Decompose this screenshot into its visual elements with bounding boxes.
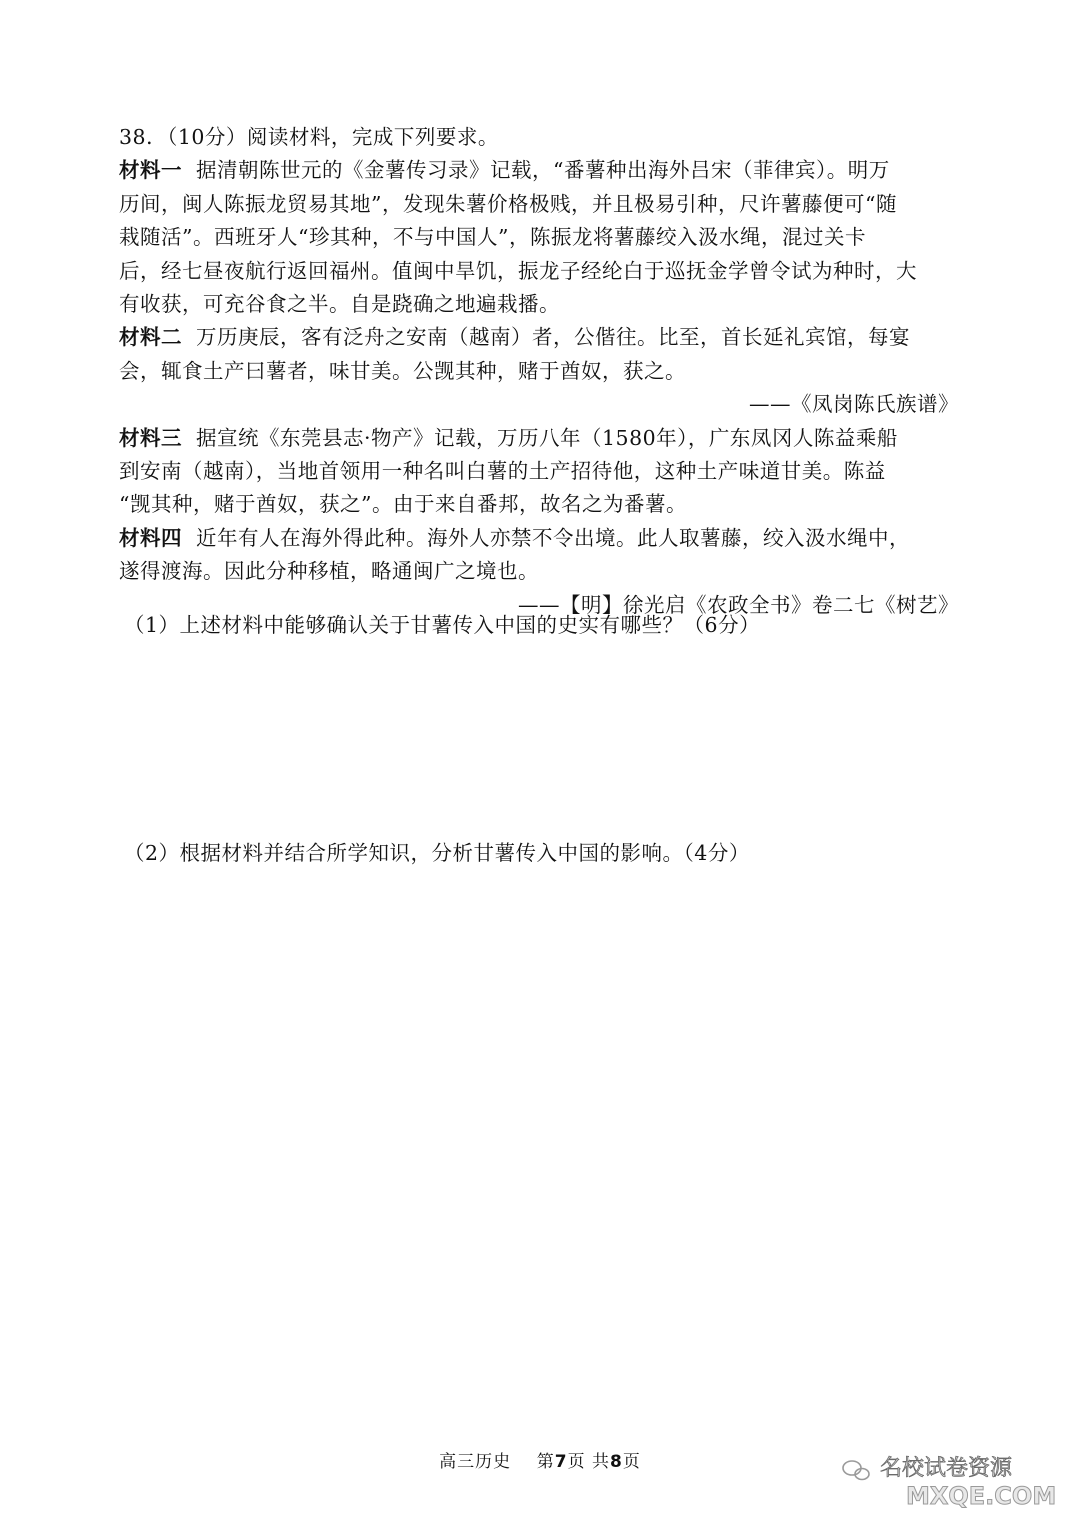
material-source: ——【明】徐光启《农政全书》卷二七《树艺》: [518, 592, 959, 617]
footer-page-mid: 页 共: [567, 1452, 611, 1472]
footer-page-prefix: 第: [536, 1452, 555, 1472]
question-header: 38．（10分）阅读材料，完成下列要求。: [119, 125, 499, 149]
watermark-site: MXQE.COM: [906, 1482, 1057, 1510]
material-1: [119, 154, 959, 321]
material-text: 有收获，可充谷食之半。自是跷确之地遍栽播。: [119, 292, 560, 317]
material-3: [119, 422, 959, 522]
material-text: “觊其种，赌于酋奴，获之”。由于来自番邦，故名之为番薯。: [119, 492, 687, 517]
material-text: 后，经七昼夜航行返回福州。值闽中旱饥，振龙子经纶白于巡抚金学曾令试为种时，大: [119, 258, 917, 283]
footer-page-suffix: 页: [622, 1452, 641, 1472]
material-label: 材料三: [119, 425, 182, 450]
wechat-icon: [843, 1461, 869, 1480]
material-text: 万历庚辰，客有泛舟之安南（越南）者，公偕往。比至，首长延礼宾馆，每宴: [196, 325, 910, 350]
sub-question-1: （1）上述材料中能够确认关于甘薯传入中国的史实有哪些？（6分）: [124, 613, 761, 637]
footer-subject: 高三历史: [439, 1452, 512, 1472]
material-text: 据清朝陈世元的《金薯传习录》记载，“番薯种出海外吕宋（菲律宾）。明万: [196, 158, 890, 183]
material-text: 近年有人在海外得此种。海外人亦禁不令出境。此人取薯藤，绞入汲水绳中，: [196, 525, 910, 550]
material-label: 材料一: [119, 158, 182, 183]
material-text: 到安南（越南），当地首领用一种名叫白薯的土产招待他，这种土产味道甘美。陈益: [119, 459, 886, 484]
material-text: 会，辄食土产曰薯者，味甘美。公觊其种，赌于酋奴，获之。: [119, 358, 686, 383]
watermark: [840, 1430, 1065, 1510]
material-text: 历间，闽人陈振龙贸易其地”，发现朱薯价格极贱，并且极易引种，尺许薯藤便可“随: [119, 191, 897, 216]
material-text: 据宣统《东莞县志·物产》记载，万历八年（1580年），广东凤冈人陈益乘船: [196, 425, 898, 450]
material-2: [119, 321, 959, 421]
material-label: 材料四: [119, 525, 182, 550]
watermark-text: 名校试卷资源: [880, 1456, 1013, 1481]
material-label: 材料二: [119, 325, 182, 350]
material-text: 栽随活”。西班牙人“珍其种，不与中国人”，陈振龙将薯藤绞入汲水绳，混过关卡: [119, 225, 866, 250]
sub-question-2: （2）根据材料并结合所学知识，分析甘薯传入中国的影响。（4分）: [124, 841, 750, 865]
footer-page-total: 8: [610, 1452, 623, 1472]
material-text: 遂得渡海。因此分种移植，略通闽广之境也。: [119, 559, 539, 584]
material-source: ——《凤岗陈氏族谱》: [749, 392, 959, 417]
question-block: [119, 121, 959, 622]
footer-page-current: 7: [554, 1452, 568, 1472]
material-4: [119, 522, 959, 622]
